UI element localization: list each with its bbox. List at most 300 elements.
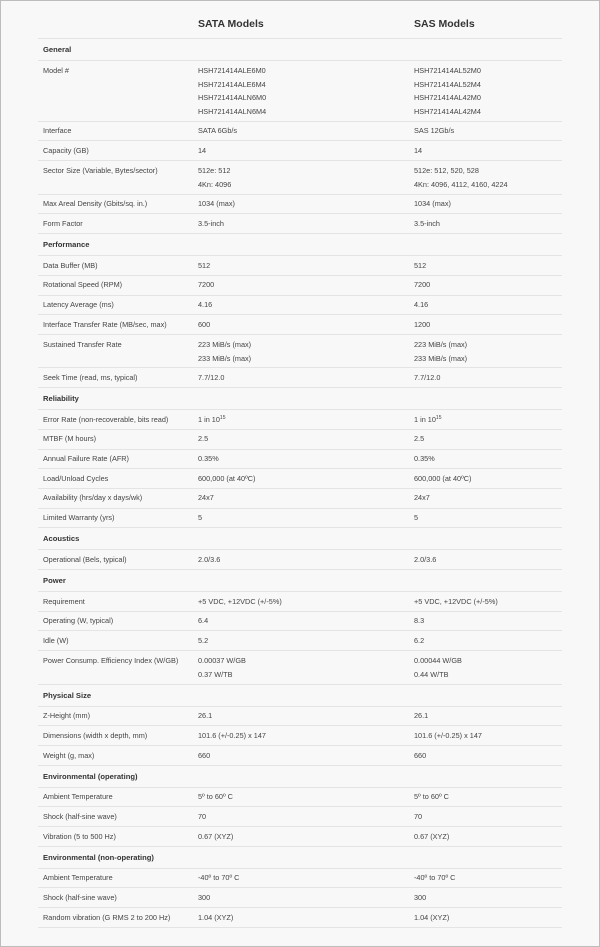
sas-value-line [414, 91, 562, 105]
section-header-row [38, 569, 562, 591]
sata-value-line [198, 749, 414, 763]
sata-value-line [198, 911, 414, 925]
sas-value-text: HSH721414AL52M0 [414, 66, 481, 76]
sas-value [414, 161, 562, 195]
spec-row [38, 631, 562, 651]
sata-value [198, 194, 414, 214]
sas-value [414, 508, 562, 528]
sata-value-text: 512e: 512 [198, 166, 231, 176]
sas-value-line [414, 472, 562, 486]
sata-value-text: 1.04 (XYZ) [198, 912, 234, 922]
sata-value-line [198, 891, 414, 905]
column-header-row [38, 9, 562, 39]
sata-value-line [198, 511, 414, 525]
spec-row [38, 141, 562, 161]
sas-exponent: 15 [435, 414, 442, 421]
sas-value-text: 1.04 (XYZ) [414, 912, 450, 922]
sas-value [414, 746, 562, 766]
sata-value-text: 1 in 10 [198, 414, 220, 424]
spec-label: Limited Warranty (yrs) [38, 508, 198, 528]
sata-value-text: 26.1 [198, 711, 213, 721]
sata-value-text: 2.5 [198, 434, 209, 444]
sas-value-text: 1200 [414, 319, 431, 329]
sas-value [414, 214, 562, 234]
sata-value [198, 141, 414, 161]
sas-value-text: 5º to 60º C [414, 792, 449, 802]
sata-value [198, 868, 414, 888]
sata-value [198, 726, 414, 746]
sas-value-text: HSH721414AL52M4 [414, 79, 481, 89]
sas-value [414, 469, 562, 489]
sata-value-text: 300 [198, 893, 211, 902]
section-header-row [38, 388, 562, 410]
sata-value [198, 908, 414, 928]
sas-column-header: SAS Models [414, 9, 562, 39]
sata-value-line [198, 178, 414, 192]
sas-value-text: 3.5-inch [414, 219, 440, 228]
sas-value-line [414, 178, 562, 192]
sata-value [198, 315, 414, 335]
spec-row [38, 550, 562, 570]
spec-row [38, 194, 562, 214]
spec-label: Form Factor [38, 214, 198, 234]
sas-value-text: 1034 (max) [414, 199, 451, 209]
sata-value-line [198, 413, 414, 427]
spec-row [38, 611, 562, 631]
sata-value-line [198, 197, 414, 211]
section-header-row [38, 39, 562, 61]
section-header-row [38, 234, 562, 256]
sas-value-line [414, 595, 562, 609]
sas-value [414, 315, 562, 335]
sas-value-line [414, 259, 562, 273]
sata-value-text: 0.67 (XYZ) [198, 831, 234, 841]
sata-value [198, 275, 414, 295]
sas-value-line [414, 164, 562, 178]
spec-row [38, 256, 562, 276]
sata-value [198, 631, 414, 651]
sas-value-text: 6.2 [414, 635, 425, 645]
sata-value-text: 24x7 [198, 493, 214, 503]
spec-row [38, 746, 562, 766]
spec-row [38, 334, 562, 368]
sas-value-text: 7.7/12.0 [414, 373, 441, 383]
sas-value [414, 631, 562, 651]
section-title: Reliability [38, 388, 562, 410]
sata-value-text: HSH721414ALE6M4 [198, 79, 266, 89]
sas-value-text: 70 [414, 811, 423, 821]
sas-value-text: 512 [414, 260, 427, 270]
spec-label: Latency Average (ms) [38, 295, 198, 315]
sata-value-text: 5.2 [198, 635, 209, 645]
sas-value-text: 101.6 (+/-0.25) x 147 [414, 730, 482, 740]
sata-value [198, 591, 414, 611]
sas-value-text: SAS 12Gb/s [414, 126, 455, 136]
sas-value-text: 600,000 (at 40ºC) [414, 473, 472, 483]
sas-value-line [414, 891, 562, 905]
sata-value [198, 746, 414, 766]
sata-value-text: 233 MiB/s (max) [198, 353, 252, 363]
sas-value-line [414, 144, 562, 158]
sata-value [198, 651, 414, 685]
sas-value [414, 706, 562, 726]
sas-value-line [414, 318, 562, 332]
sata-value-line [198, 105, 414, 119]
sata-value-text: +5 VDC, +12VDC (+/-5%) [198, 596, 282, 606]
sata-value-line [198, 318, 414, 332]
spec-label: Model # [38, 61, 198, 122]
section-title: Power [38, 569, 562, 591]
sata-value [198, 469, 414, 489]
spec-row [38, 410, 562, 430]
sata-value-text: 512 [198, 260, 211, 270]
sata-value-line [198, 709, 414, 723]
sata-value-text: SATA 6Gb/s [198, 126, 238, 136]
sata-value-text: 0.35% [198, 454, 219, 464]
spec-row [38, 368, 562, 388]
sata-value-text: 7.7/12.0 [198, 373, 225, 383]
sata-value-line [198, 452, 414, 466]
sata-value-line [198, 491, 414, 505]
sata-value-line [198, 634, 414, 648]
spec-label: Interface Transfer Rate (MB/sec, max) [38, 315, 198, 335]
sata-value-line [198, 78, 414, 92]
spec-row [38, 449, 562, 469]
spec-row [38, 651, 562, 685]
sata-value [198, 611, 414, 631]
sata-value-text: 70 [198, 811, 207, 821]
sas-value-line [414, 871, 562, 885]
sata-value-text: HSH721414ALN6M0 [198, 93, 267, 103]
sas-value-text: 24x7 [414, 493, 430, 503]
sas-value-line [414, 217, 562, 231]
sata-value [198, 61, 414, 122]
sas-value [414, 908, 562, 928]
spec-row [38, 275, 562, 295]
sas-value-line [414, 709, 562, 723]
spec-row [38, 429, 562, 449]
sas-value [414, 141, 562, 161]
sas-value-line [414, 452, 562, 466]
section-title: Physical Size [38, 684, 562, 706]
sas-value-line [414, 830, 562, 844]
spec-label: Error Rate (non-recoverable, bits read) [38, 410, 198, 430]
sas-value-text: HSH721414AL42M0 [414, 93, 481, 103]
sas-value-line [414, 668, 562, 682]
spec-label: Max Areal Density (Gbits/sq. in.) [38, 194, 198, 214]
sas-value-text: 5 [414, 513, 419, 523]
sas-value [414, 295, 562, 315]
section-header-row [38, 684, 562, 706]
sata-value-line [198, 729, 414, 743]
sata-value-line [198, 472, 414, 486]
sas-value [414, 194, 562, 214]
sas-value-line [414, 729, 562, 743]
spec-label: Shock (half-sine wave) [38, 888, 198, 908]
sas-value-text: 4Kn: 4096, 4112, 4160, 4224 [414, 179, 508, 189]
spec-row [38, 315, 562, 335]
sas-value-text: 0.67 (XYZ) [414, 831, 450, 841]
sas-value-text: 7200 [414, 280, 431, 290]
spec-label: Idle (W) [38, 631, 198, 651]
sata-value [198, 334, 414, 368]
sata-value-line [198, 595, 414, 609]
sas-value [414, 410, 562, 430]
spec-label: Availability (hrs/day x days/wk) [38, 488, 198, 508]
sas-value-text: HSH721414AL42M4 [414, 106, 481, 116]
sata-value-text: 14 [198, 146, 207, 156]
sas-value-line [414, 64, 562, 78]
sata-value-line [198, 64, 414, 78]
sata-value-text: 101.6 (+/-0.25) x 147 [198, 730, 266, 740]
sata-value-line [198, 298, 414, 312]
sas-value-line [414, 810, 562, 824]
spec-row [38, 508, 562, 528]
sas-value-line [414, 553, 562, 567]
spec-label: Sustained Transfer Rate [38, 334, 198, 368]
sas-value-line [414, 413, 562, 427]
sas-value [414, 651, 562, 685]
sas-value-text: 2.0/3.6 [414, 554, 437, 564]
sas-value [414, 449, 562, 469]
spec-row [38, 469, 562, 489]
sas-value [414, 787, 562, 807]
sas-value [414, 488, 562, 508]
sata-value-text: 0.37 W/TB [198, 669, 233, 679]
sas-value-text: 300 [414, 893, 427, 902]
spec-label: Power Consump. Efficiency Index (W/GB) [38, 651, 198, 685]
sata-value-line [198, 830, 414, 844]
sata-value-line [198, 871, 414, 885]
sas-value-line [414, 491, 562, 505]
sata-value [198, 787, 414, 807]
sata-value [198, 508, 414, 528]
sas-value [414, 256, 562, 276]
sata-value-line [198, 371, 414, 385]
sata-value-text: HSH721414ALN6M4 [198, 106, 267, 116]
sas-value-line [414, 105, 562, 119]
sas-value-text: 0.35% [414, 454, 435, 464]
spec-label: Capacity (GB) [38, 141, 198, 161]
sas-value-text: 660 [414, 750, 427, 760]
sata-value [198, 161, 414, 195]
sas-value-line [414, 352, 562, 366]
sata-value-text: HSH721414ALE6M0 [198, 66, 266, 76]
sata-value-line [198, 278, 414, 292]
sas-value-text: 0.44 W/TB [414, 669, 449, 679]
sata-value [198, 410, 414, 430]
sata-value-text: 660 [198, 750, 211, 760]
sata-value-line [198, 164, 414, 178]
sata-value-line [198, 352, 414, 366]
spec-label: Operational (Bels, typical) [38, 550, 198, 570]
sas-value [414, 611, 562, 631]
sata-value-line [198, 810, 414, 824]
sas-value-line [414, 614, 562, 628]
sata-value-text: 5º to 60º C [198, 792, 233, 802]
sas-value [414, 61, 562, 122]
sas-value-text: 1 in 10 [414, 414, 436, 424]
sas-value [414, 550, 562, 570]
sas-value-line [414, 197, 562, 211]
sas-value [414, 868, 562, 888]
sas-value-line [414, 432, 562, 446]
sas-value-line [414, 298, 562, 312]
sata-value-line [198, 553, 414, 567]
spec-table-body [38, 39, 562, 928]
sas-value-text: -40º to 70º C [414, 873, 456, 883]
spec-row [38, 888, 562, 908]
spec-label: Rotational Speed (RPM) [38, 275, 198, 295]
sata-value-text: 600 [198, 319, 211, 329]
sas-value-text: 4.16 [414, 300, 429, 310]
sas-value-text: +5 VDC, +12VDC (+/-5%) [414, 596, 498, 606]
sas-value [414, 726, 562, 746]
sata-value-line [198, 614, 414, 628]
sata-value-text: 1034 (max) [198, 199, 235, 209]
spec-label: Sector Size (Variable, Bytes/sector) [38, 161, 198, 195]
sata-value-line [198, 124, 414, 138]
sata-value-line [198, 654, 414, 668]
section-title: Environmental (operating) [38, 765, 562, 787]
section-header-row [38, 765, 562, 787]
sas-value-line [414, 278, 562, 292]
sata-column-header: SATA Models [198, 9, 414, 39]
section-header-row [38, 846, 562, 868]
sas-value [414, 121, 562, 141]
section-title: Acoustics [38, 528, 562, 550]
section-title: Environmental (non-operating) [38, 846, 562, 868]
spec-row [38, 787, 562, 807]
sas-value-line [414, 790, 562, 804]
spec-row [38, 591, 562, 611]
sata-value-line [198, 432, 414, 446]
spec-label: Shock (half-sine wave) [38, 807, 198, 827]
sata-value [198, 214, 414, 234]
sata-value-line [198, 91, 414, 105]
sata-value-text: 5 [198, 513, 203, 523]
sata-value-text: 600,000 (at 40ºC) [198, 473, 256, 483]
sata-value-text: 0.00037 W/GB [198, 656, 246, 666]
sas-value [414, 334, 562, 368]
sata-value [198, 429, 414, 449]
sata-value-line [198, 259, 414, 273]
spec-row [38, 295, 562, 315]
spec-row [38, 908, 562, 928]
sata-value [198, 295, 414, 315]
sata-value-text: 4Kn: 4096 [198, 179, 232, 189]
spec-label: Load/Unload Cycles [38, 469, 198, 489]
sas-value [414, 429, 562, 449]
sata-value [198, 706, 414, 726]
spec-row [38, 706, 562, 726]
sas-value-line [414, 338, 562, 352]
sata-value-text: 7200 [198, 280, 215, 290]
sata-value-line [198, 668, 414, 682]
spec-row [38, 121, 562, 141]
spec-label: Interface [38, 121, 198, 141]
spec-label: Annual Failure Rate (AFR) [38, 449, 198, 469]
spec-label: Z-Height (mm) [38, 706, 198, 726]
section-header-row [38, 528, 562, 550]
sas-value [414, 591, 562, 611]
sas-value [414, 275, 562, 295]
sata-value-text: 3.5-inch [198, 219, 224, 228]
sata-value [198, 449, 414, 469]
spec-row [38, 214, 562, 234]
spec-label: Dimensions (width x depth, mm) [38, 726, 198, 746]
sata-value [198, 827, 414, 847]
label-column-header [38, 9, 198, 39]
sas-value-line [414, 511, 562, 525]
sata-value [198, 807, 414, 827]
spec-label: MTBF (M hours) [38, 429, 198, 449]
sata-value-text: -40º to 70º C [198, 873, 240, 883]
spec-table [38, 9, 562, 928]
spec-row [38, 488, 562, 508]
spec-label: Data Buffer (MB) [38, 256, 198, 276]
spec-label: Random vibration (G RMS 2 to 200 Hz) [38, 908, 198, 928]
spec-row [38, 726, 562, 746]
sas-value-text: 14 [414, 146, 423, 156]
sas-value-line [414, 78, 562, 92]
sas-value-line [414, 911, 562, 925]
sata-value-text: 6.4 [198, 616, 209, 626]
section-title: General [38, 39, 562, 61]
sata-value-text: 4.16 [198, 300, 213, 310]
sas-value-text: 223 MiB/s (max) [414, 340, 468, 350]
sas-value-text: 2.5 [414, 434, 425, 444]
sas-value-line [414, 371, 562, 385]
sata-value [198, 121, 414, 141]
sas-value-line [414, 749, 562, 763]
spec-row [38, 807, 562, 827]
sata-value-line [198, 338, 414, 352]
spec-row [38, 868, 562, 888]
spec-label: Seek Time (read, ms, typical) [38, 368, 198, 388]
sata-value [198, 550, 414, 570]
spec-row [38, 61, 562, 122]
spec-row [38, 827, 562, 847]
sata-value-text: 223 MiB/s (max) [198, 340, 252, 350]
spec-label: Requirement [38, 591, 198, 611]
spec-label: Vibration (5 to 500 Hz) [38, 827, 198, 847]
sata-exponent: 15 [219, 414, 226, 421]
sas-value-text: 26.1 [414, 711, 429, 721]
sata-value [198, 888, 414, 908]
sas-value [414, 807, 562, 827]
section-title: Performance [38, 234, 562, 256]
sata-value-line [198, 217, 414, 231]
sas-value-line [414, 124, 562, 138]
sata-value [198, 488, 414, 508]
sata-value-line [198, 144, 414, 158]
spec-label: Ambient Temperature [38, 787, 198, 807]
sas-value-text: 233 MiB/s (max) [414, 353, 468, 363]
sas-value-text: 8.3 [414, 616, 425, 626]
sas-value [414, 368, 562, 388]
spec-label: Ambient Temperature [38, 868, 198, 888]
sata-value [198, 256, 414, 276]
spec-row [38, 161, 562, 195]
sata-value-text: 2.0/3.6 [198, 554, 221, 564]
sata-value [198, 368, 414, 388]
sas-value-text: 0.00044 W/GB [414, 656, 462, 666]
spec-label: Operating (W, typical) [38, 611, 198, 631]
sas-value [414, 827, 562, 847]
sas-value [414, 888, 562, 908]
sas-value-text: 512e: 512, 520, 528 [414, 166, 479, 176]
